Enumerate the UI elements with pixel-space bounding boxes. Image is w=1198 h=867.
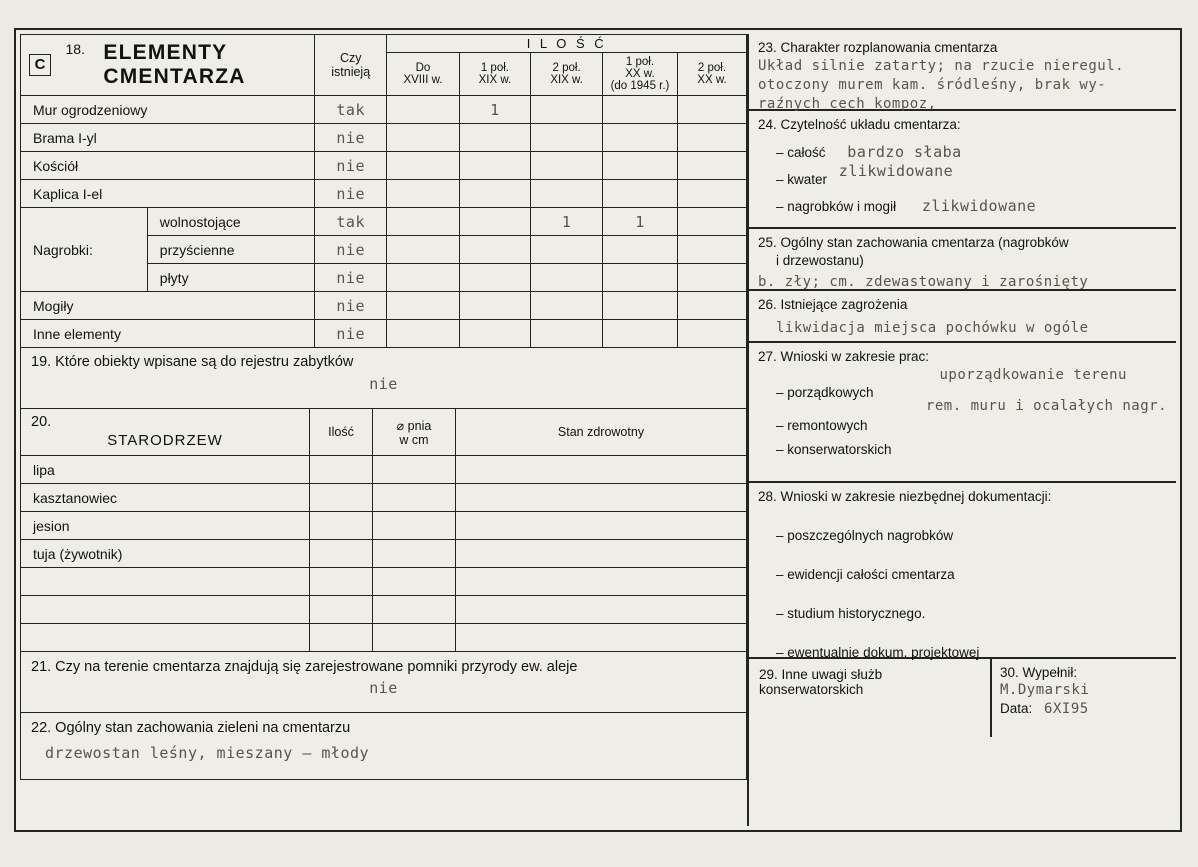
section-title-line1: ELEMENTY: [103, 41, 228, 64]
species-name: lipa: [21, 456, 310, 484]
row-q0: [387, 180, 459, 208]
item-20-number: 20.: [31, 414, 52, 431]
row-q4: [677, 236, 746, 264]
row-q4: [677, 208, 746, 236]
qcol-2-l1: 2 poł.: [552, 62, 581, 75]
row-q3: [602, 236, 677, 264]
species-name: tuja (żywotnik): [21, 540, 310, 568]
item-20-header: [21, 409, 747, 456]
species-count: [310, 540, 373, 568]
row-q0: [387, 236, 459, 264]
item-23-value-line1: Układ silnie zatarty; na rzucie nieregul.: [758, 58, 1125, 75]
footer-row: [749, 659, 1176, 737]
item-19-block: [20, 347, 747, 409]
species-row: [21, 512, 747, 540]
item-19-value: nie: [369, 375, 398, 394]
qcol-1-l1: 1 poł.: [480, 62, 509, 75]
row-exists: nie: [315, 264, 387, 292]
col-exists-line1: Czy: [339, 51, 362, 66]
form-sheet: [14, 28, 1182, 832]
item-28-block: [749, 483, 1176, 659]
item-21-cell: [21, 652, 747, 713]
item-22-block: [20, 712, 747, 780]
species-health: [456, 456, 747, 484]
item-25-label-line2: i drzewostanu): [776, 253, 864, 269]
table-row: [21, 96, 747, 124]
row-q3: [602, 264, 677, 292]
row-label: Mogiły: [21, 292, 315, 320]
row-exists: nie: [315, 124, 387, 152]
table-row: [21, 180, 747, 208]
species-name: jesion: [21, 512, 310, 540]
item-24-block: [749, 111, 1176, 229]
qcol-3-l2: XX w.: [625, 68, 655, 81]
item-20-col-diameter: [373, 409, 456, 456]
item-27-row-2: [758, 442, 1167, 457]
section-title-line2: CMENTARZA: [103, 65, 246, 89]
item-27-value-top: uporządkowanie terenu: [939, 367, 1127, 384]
row-q2: [531, 152, 603, 180]
item-23-value-line2: otoczony murem kam. śródleśny, brak wy-: [758, 77, 1107, 94]
item-28-row-1: – ewidencji całości cmentarza: [776, 567, 955, 583]
row-q4: [677, 180, 746, 208]
species-diameter: [373, 568, 456, 596]
row-q1: [459, 180, 531, 208]
row-q1: [459, 320, 531, 348]
row-q0: [387, 152, 459, 180]
item-24-row-2-value: zlikwidowane: [921, 197, 1037, 216]
row-q1: [459, 264, 531, 292]
item-22-cell: [21, 713, 747, 780]
item-24-row-1-label: – kwater: [776, 172, 828, 188]
species-row: [21, 596, 747, 624]
row-exists: nie: [315, 320, 387, 348]
item-20-title: STARODRZEW: [107, 432, 223, 450]
item-24-row-0-value: bardzo słaba: [847, 143, 962, 162]
species-diameter: [373, 624, 456, 652]
species-row: [21, 540, 747, 568]
row-q0: [387, 320, 459, 348]
qcol-0-l1: Do: [415, 62, 431, 75]
species-diameter: [373, 596, 456, 624]
item-26-label: 26. Istniejące zagrożenia: [758, 297, 908, 312]
species-count: [310, 624, 373, 652]
qcol-1-l2: XIX w.: [478, 74, 512, 87]
row-label: Kościół: [21, 152, 315, 180]
item-30-name: M.Dymarski: [1000, 682, 1090, 698]
species-row: [21, 484, 747, 512]
species-name: kasztanowiec: [21, 484, 310, 512]
row-label-nagrobki: Nagrobki:: [21, 208, 148, 292]
row-exists: nie: [315, 236, 387, 264]
row-exists: nie: [315, 292, 387, 320]
qcol-3-l1: 1 poł.: [625, 56, 655, 69]
item-25-label-line1: 25. Ogólny stan zachowania cmentarza (nagrobków: [758, 235, 1069, 250]
row-q4: [677, 96, 746, 124]
row-q2: [531, 124, 603, 152]
species-health: [456, 624, 747, 652]
species-count: [310, 568, 373, 596]
elements-table: [20, 34, 747, 348]
row-q4: [677, 152, 746, 180]
row-q3: [602, 152, 677, 180]
item-24-row-1: [758, 162, 1167, 188]
item-21-value: nie: [369, 679, 398, 698]
item-26-block: [749, 291, 1176, 343]
row-q3: [602, 292, 677, 320]
row-exists: tak: [315, 208, 387, 236]
row-exists: tak: [315, 96, 387, 124]
row-exists: nie: [315, 180, 387, 208]
species-name: [21, 568, 310, 596]
row-q1: [459, 152, 531, 180]
row-q2: [531, 180, 603, 208]
item-24-row-2: [758, 197, 1167, 215]
row-q4: [677, 292, 746, 320]
item-21-block: [20, 651, 747, 713]
right-column: [747, 34, 1176, 826]
row-label: Mur ogrodzeniowy: [21, 96, 315, 124]
table-row: [21, 208, 747, 236]
row-q3: [602, 320, 677, 348]
item-29-block: [749, 659, 990, 737]
species-health: [456, 484, 747, 512]
species-health: [456, 568, 747, 596]
item-24-row-0: [758, 143, 1167, 161]
row-q2: [531, 320, 603, 348]
species-health: [456, 540, 747, 568]
item-23-label: 23. Charakter rozplanowania cmentarza: [758, 40, 998, 55]
item-23-value: [758, 57, 1167, 114]
row-q0: [387, 292, 459, 320]
species-row: [21, 624, 747, 652]
item-30-label: 30. Wypełnił:: [1000, 665, 1078, 680]
item-30-date-value: 6XI95: [1044, 701, 1089, 717]
row-exists: nie: [315, 152, 387, 180]
qcol-4-l2: XX w.: [697, 74, 727, 87]
species-diameter: [373, 540, 456, 568]
qcol-2: [531, 53, 603, 96]
item-30-date-label: Data:: [1000, 701, 1033, 716]
species-health: [456, 512, 747, 540]
row-q4: [677, 124, 746, 152]
left-column: [20, 34, 747, 826]
row-q3: [602, 180, 677, 208]
qcol-2-l2: XIX w.: [550, 74, 583, 87]
section-c-header: [21, 35, 315, 96]
item-28-label: 28. Wnioski w zakresie niezbędnej dokumentacji:: [758, 489, 1052, 504]
qcol-4: [677, 53, 746, 96]
row-q1: [459, 292, 531, 320]
item-30-block: [990, 659, 1176, 737]
table-row: [21, 124, 747, 152]
col-exists-header: [315, 35, 387, 96]
row-label: Inne elementy: [21, 320, 315, 348]
species-count: [310, 484, 373, 512]
row-q0: [387, 264, 459, 292]
row-q2: [531, 292, 603, 320]
item-24-row-2-label: – nagrobków i mogił: [776, 199, 897, 215]
row-q3: [602, 96, 677, 124]
item-27-label: 27. Wnioski w zakresie prac:: [758, 349, 930, 364]
item-20-col-count: Ilość: [310, 409, 373, 456]
row-q3: [602, 124, 677, 152]
item-25-block: [749, 229, 1176, 291]
row-q1: 1: [459, 96, 531, 124]
qcol-1: [459, 53, 531, 96]
qcol-3: [602, 53, 677, 96]
row-q0: [387, 96, 459, 124]
item-24-row-1-value: zlikwidowane: [838, 162, 954, 181]
species-name: [21, 624, 310, 652]
item-20-col-diameter-l1: ⌀ pnia: [396, 418, 432, 433]
item-28-row-2: – studium historycznego.: [776, 606, 926, 622]
item-24-row-0-label: – całość: [776, 145, 826, 161]
item-19-cell: [21, 348, 747, 409]
item-27-row-0-value: rem. muru i ocalałych nagr.: [925, 398, 1167, 415]
item-19-label: 19. Które obiekty wpisane są do rejestru zabytków: [31, 354, 354, 371]
row-q1: [459, 236, 531, 264]
row-q1: [459, 208, 531, 236]
item-22-value: drzewostan leśny, mieszany – młody: [45, 744, 370, 763]
row-q4: [677, 264, 746, 292]
item-25-value: b. zły; cm. zdewastowany i zarośnięty: [758, 274, 1089, 291]
qcol-0: [387, 53, 459, 96]
item-22-label: 22. Ogólny stan zachowania zieleni na cmentarzu: [31, 720, 351, 737]
item-24-label: 24. Czytelność układu cmentarza:: [758, 117, 961, 132]
section-letter-box: C: [29, 54, 51, 76]
species-row: [21, 568, 747, 596]
species-count: [310, 512, 373, 540]
row-q4: [677, 320, 746, 348]
species-health: [456, 596, 747, 624]
section-number: 18.: [65, 41, 85, 57]
species-diameter: [373, 484, 456, 512]
row-q0: [387, 208, 459, 236]
row-q2: [531, 264, 603, 292]
row-q2: 1: [531, 208, 603, 236]
item-20-table: [20, 408, 747, 652]
item-20-col-health: Stan zdrowotny: [456, 409, 747, 456]
item-26-value: likwidacja miejsca pochówku w ogóle: [776, 320, 1089, 337]
elements-table-header: [21, 35, 747, 53]
item-27-block: [749, 343, 1176, 483]
row-q0: [387, 124, 459, 152]
species-diameter: [373, 456, 456, 484]
table-row: [21, 152, 747, 180]
row-label: Kaplica I-el: [21, 180, 315, 208]
quantity-header: I L O Ś Ć: [387, 35, 747, 53]
item-20-col-diameter-l2: w cm: [399, 432, 429, 447]
qcol-4-l1: 2 poł.: [697, 62, 727, 75]
row-sublabel: płyty: [147, 264, 314, 292]
row-label: Brama I-yl: [21, 124, 315, 152]
item-20-title-cell: [21, 409, 310, 456]
species-name: [21, 596, 310, 624]
item-28-row-0: – poszczególnych nagrobków: [776, 528, 954, 544]
item-27-row-0-label: – porządkowych: [776, 385, 874, 401]
row-sublabel: wolnostojące: [147, 208, 314, 236]
item-27-row-2-label: – konserwatorskich: [776, 442, 892, 458]
item-23-value-line3: raźnych cech kompoz,: [758, 96, 937, 112]
item-21-label: 21. Czy na terenie cmentarza znajdują się zarejestrowane pomniki przyrody ew. aleje: [31, 659, 578, 676]
species-count: [310, 596, 373, 624]
row-q1: [459, 124, 531, 152]
table-row: [21, 320, 747, 348]
col-exists-line2: istnieją: [331, 65, 371, 80]
item-23-block: [749, 34, 1176, 111]
table-row: [21, 292, 747, 320]
item-28-row-3: – ewentualnie dokum. projektowej: [776, 645, 980, 661]
row-q3: 1: [602, 208, 677, 236]
item-29-label: 29. Inne uwagi służb konserwatorskich: [759, 667, 883, 697]
species-count: [310, 456, 373, 484]
row-sublabel: przyścienne: [147, 236, 314, 264]
species-diameter: [373, 512, 456, 540]
qcol-3-l3: (do 1945 r.): [610, 80, 670, 93]
item-27-row-1-label: – remontowych: [776, 418, 868, 434]
item-27-row-1: [758, 418, 1167, 433]
row-q2: [531, 236, 603, 264]
row-q2: [531, 96, 603, 124]
species-row: [21, 456, 747, 484]
qcol-0-l2: XVIII w.: [403, 74, 443, 87]
